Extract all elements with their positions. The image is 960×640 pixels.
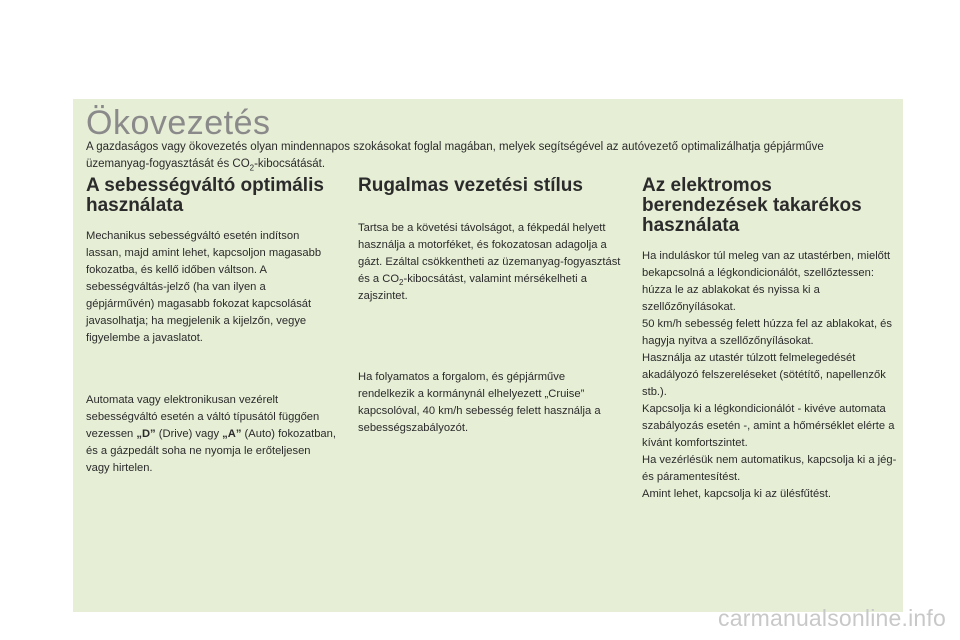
driving-style-heading: Rugalmas vezetési stílus bbox=[358, 175, 583, 196]
text-part: Tartsa be a követési távolságot, a fékpedál helyett használja a motorféket, és fokozatosan adagolja a gázt. Ezáltal csökkentheti az üzemanyag-fogyasztást és a CO bbox=[358, 222, 621, 285]
text-part: (Drive) vagy bbox=[155, 428, 223, 440]
electrical-text-1: Ha induláskor túl meleg van az utastérben, mielőtt bekapcsolná a légkondicionálót, szellőztessen: húzza le az ablakokat és nyissa ki a szellőzőnyílásokat. bbox=[642, 250, 891, 313]
electrical-text-3: Használja az utastér túlzott felmelegedését akadályozó felszereléseket (sötétítő, napellenzők stb.). bbox=[642, 352, 886, 398]
gearbox-section bbox=[86, 176, 336, 477]
co2-subscript: 2 bbox=[399, 278, 404, 288]
electrical-heading: Az elektromos berendezések takarékos használata bbox=[642, 175, 862, 236]
electrical-text-2: 50 km/h sebesség felett húzza fel az ablakokat, és hagyja nyitva a szellőzőnyílásokat. bbox=[642, 318, 892, 347]
text-part: -kibocsátást, valamint mérsékelheti a zajszintet. bbox=[358, 273, 587, 302]
electrical-text-5: Ha vezérlésük nem automatikus, kapcsolja ki a jég- és páramentesítést. bbox=[642, 454, 897, 483]
gearbox-manual-text: Mechanikus sebességváltó esetén indítson lassan, majd amint lehet, kapcsoljon magasabb fokozatba, és kellő időben váltson. A sebességváltás-jelző (ha van ilyen a gépjárművén) magasabb fokozat kapcsolását javasolhatja; ha megjelenik a kijelzőn, vegye figyelembe a javaslatot. bbox=[86, 230, 322, 344]
electrical-text-6: Amint lehet, kapcsolja ki az ülésfűtést. bbox=[642, 488, 832, 500]
driving-style-section bbox=[358, 176, 623, 437]
page-title: Ökovezetés bbox=[86, 104, 271, 142]
drive-mode-label: „D” bbox=[136, 428, 156, 440]
intro-text-end: -kibocsátását. bbox=[254, 158, 326, 170]
gearbox-heading: A sebességváltó optimális használata bbox=[86, 175, 324, 216]
text-part: Automata vagy elektronikusan vezérelt sebességváltó esetén a váltó típusától függően vezessen bbox=[86, 394, 320, 440]
intro-subscript: 2 bbox=[249, 163, 255, 173]
auto-mode-label: „A” bbox=[222, 428, 242, 440]
text-part: (Auto) fokozatban, és a gázpedált soha ne nyomja le erőteljesen vagy hirtelen. bbox=[86, 428, 336, 474]
driving-style-text bbox=[358, 220, 623, 305]
intro-text-part: A gazdaságos vagy ökovezetés olyan mindennapos szokásokat foglal magában, melyek segítségével az autóvezető optimalizálhatja gépjárműve üzemanyag-fogyasztását és CO bbox=[86, 141, 824, 170]
cruise-control-text: Ha folyamatos a forgalom, és gépjárműve rendelkezik a kormánynál elhelyezett „Cruise” kapcsolóval, 40 km/h sebesség felett használja a sebességszabályozót. bbox=[358, 371, 601, 434]
electrical-section bbox=[642, 176, 897, 503]
electrical-text-4: Kapcsolja ki a légkondicionálót - kivéve automata szabályozás esetén -, amint a hőmérséklet elérte a kívánt komfortszintet. bbox=[642, 403, 895, 449]
gearbox-automatic-text bbox=[86, 392, 336, 477]
watermark: carmanualsonline.info bbox=[718, 605, 946, 631]
intro-text bbox=[86, 139, 886, 173]
